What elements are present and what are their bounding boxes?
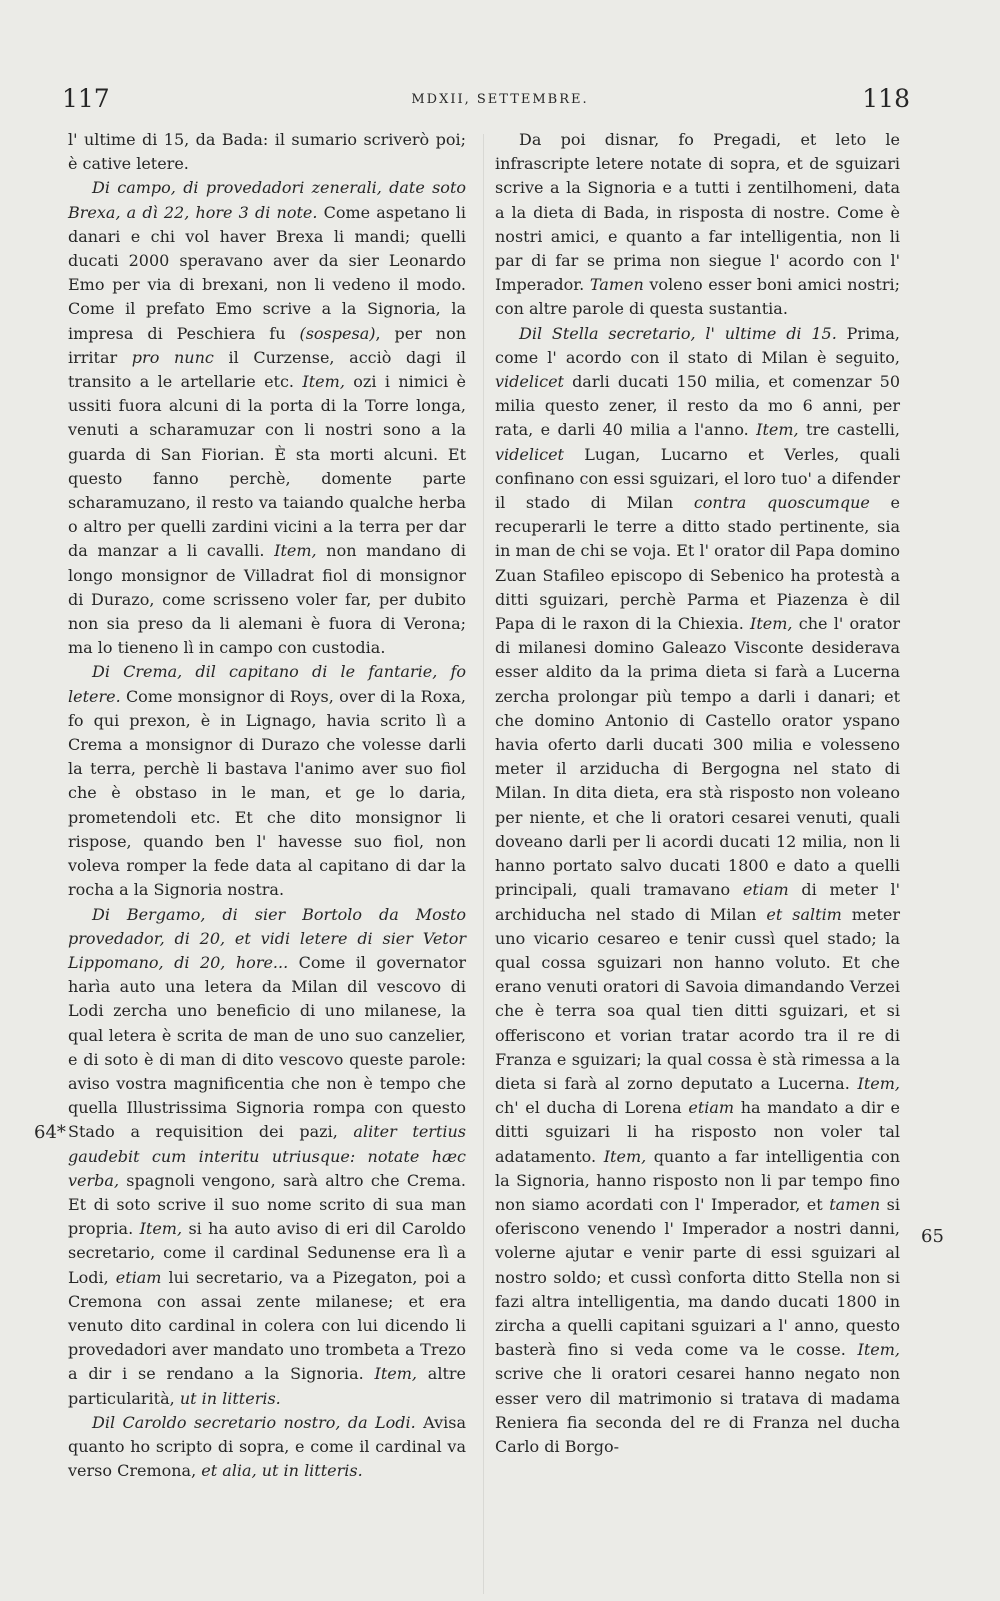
page-number-right: 118: [862, 84, 910, 113]
text-run: tre castelli,: [798, 420, 901, 440]
italic-text: ut in litteris.: [179, 1388, 281, 1408]
text-run: che l' orator di milanesi domino Galeazo Visconte desiderava esser aldito da la prima dieta si farà a Lucerna zercha prolongar più tempo a darli i danari; et che domino Antonio di Castello orator yspano havia oferto darli ducati 300 milia e volesseno meter il arziducha di Bergogna nel stato di Milan. In dita dieta, era stà risposto non voleano per niente, et che li oratori cesarei venuti, quali doveano darli per li acordi ducati 12 milia, non li hanno portato salvo ducati 1800 e dato a quelli principali, quali tramavano: [495, 614, 900, 900]
text-run: e recuperarli le terre a ditto stado pertinente, sia in man de chi se voja. Et l' orator dil Papa domino Zuan Stafileo episcopo di Sebenico ha protestà a ditti sguizari, perchè Parma et Piazenza è dil Papa di le raxon di la Chiexia.: [495, 493, 901, 634]
text-run: l' ultime di 15, da Bada: il sumario scriverò poi; è cative letere.: [68, 130, 466, 174]
text-run: Come aspetano li danari e chi vol haver Brexa li mandi; quelli ducati 2000 speravano aver da sier Leonardo Emo per via di brexani, non li vedeno il modo. Come il prefato Emo scrive a la Signoria, la impresa di Peschiera fu: [68, 202, 467, 343]
text-run: scrive che li oratori cesarei hanno negato non esser vero dil matrimonio si tratava di madama Reniera fia seconda del re di Franza nel ducha Carlo di Borgo-: [495, 1364, 900, 1456]
text-run: Come monsignor di Roys, over di la Roxa, fo qui prexon, è in Lignago, havia scrito lì a Crema a monsignor di Durazo che volesse darli la terra, perchè li bastava l'animo aver suo fiol che è obstaso in le man, et ge lo daria, prometendoli etc. Et che dito monsignor li rispose, quando ben l' havesse suo fiol, non voleva romper la fede data al capitano di dar la rocha a la Signoria nostra.: [68, 686, 466, 900]
italic-text: Dil Caroldo secretario nostro, da Lodi.: [92, 1412, 416, 1432]
text-run: Come il governator harìa auto una letera da Milan dil vescovo di Lodi zercha uno beneficio di uno milanese, la qual letera è scrita de man de uno suo canzelier, e di soto è di man di dito vescovo queste parole: aviso vostra magnificentia che non è tempo che quella Illustrissima Signoria rompa con questo Stado a requisition dei pazi,: [68, 952, 466, 1142]
page-number-left: 117: [62, 84, 110, 113]
italic-text: Item,: [374, 1364, 418, 1384]
text-run: si ha auto aviso di eri dil Caroldo secretario, come il cardinal Sedunense era lì a Lodi,: [68, 1219, 466, 1287]
text-run: voleno esser boni amici nostri; con altre parole di questa sustantia.: [495, 275, 900, 319]
text-run: non mandano di longo monsignor de Villadrat fiol di monsignor di Durazo, come scrisseno voler far, per dubito non sia preso da li alemani è fuora di Verona; ma lo tieneno lì in campo con custodia.: [68, 541, 466, 658]
text-run: Prima, come l' acordo con il stato di Milan è seguito,: [495, 323, 900, 367]
left-column-paragraph: [68, 903, 466, 1411]
text-run: Lugan, Lucarno et Verles, quali confinano con essi sguizari, el loro tuo' a difender il stado di Milan: [495, 444, 900, 513]
italic-text: etiam: [115, 1267, 162, 1287]
italic-text: Di campo, di provedadori zenerali, date soto Brexa, a dì 22, hore 3 di note.: [68, 178, 466, 222]
text-run: spagnoli vengono, sarà altro che Crema. Et di soto scrive il suo nome scrito di sua man propria.: [68, 1170, 466, 1239]
italic-text: Di Bergamo, di sier Bortolo da Mosto provedador, di 20, et vidi letere di sier Vetor Lippomano, di 20, hore...: [68, 904, 466, 972]
text-run: lui secretario, va a Pizegaton, poi a Cremona con assai zente milanese; et era venuto dito cardinal in colera con lui dicendo li provedadori aver mandato uno trombeta a Trezo a dir i se rendano a la Signoria.: [68, 1267, 467, 1384]
text-run: meter uno vicario cesareo e tenir cussì quel stado; la qual cossa sguizari non hanno voluto. Et che erano venuti oratori di Savoia dimandando Verzei che è terra soa qual tien ditti sguizari, et si offeriscono et vorian tratar acordo tra il re di Franza e sguizari; la qual cossa è stà rimessa a la dieta si farà al zorno deputato a Lucerna.: [495, 904, 900, 1093]
italic-text: et alia, ut in litteris.: [201, 1461, 363, 1481]
right-column-paragraph: [495, 322, 900, 1460]
italic-text: Item,: [857, 1340, 900, 1360]
text-run: ozi i nimici è ussiti fuora alcuni di la porta di la Torre longa, venuti a scharamuzar con li nostri sono a la guarda di San Fiorian. È sta morti alcuni. Et questo fanno perchè, domente parte scharamuzano, il resto va taiando qualche herba o altro per quelli zardini vicini a la terra per dar da manzar a li cavalli.: [68, 372, 467, 561]
italic-text: videlicet: [495, 372, 564, 392]
text-run: altre particularità,: [68, 1364, 466, 1408]
text-run: Da poi disnar, fo Pregadi, et leto le infrascripte letere notate di sopra, et de sguizari scrive a la Signoria e a tutti i zentilhomeni, data a la dieta di Bada, in risposta di nostre. Come è nostri amici, e quanto a far intelligentia, non li par di far se prima non siegue l' acordo con l' Imperador.: [495, 130, 900, 295]
text-run: darli ducati 150 milia, et comenzar 50 milia questo zener, il resto da mo 6 anni, per rata, e darli 40 milia a l'anno.: [495, 372, 900, 440]
text-run: si oferiscono venendo l' Imperador a nostri danni, volerne ajutar e venir parte di essi sguizari al nostro soldo; et cussì conforta ditto Stella non si fazi altra intelligentia, ma dando ducati 1800 in zircha a quelli capitani sguizari a l' anno, questo basterà fino si veda come va le cosse.: [495, 1194, 900, 1360]
italic-text: Item,: [139, 1219, 183, 1239]
italic-text: Tamen: [589, 275, 644, 295]
text-run: ch' el ducha di Lorena: [495, 1098, 689, 1118]
text-run: il Curzense, acciò dagi il transito a le artellarie etc.: [68, 347, 467, 392]
right-column: [495, 128, 900, 1459]
italic-text: Item,: [603, 1146, 647, 1166]
italic-text: aliter tertius gaudebit cum interitu utriusque: notate hæc verba,: [68, 1122, 466, 1190]
italic-text: Dil Stella secretario, l' ultime di 15.: [519, 323, 837, 343]
italic-text: Item,: [750, 614, 793, 634]
italic-text: Item,: [756, 420, 799, 440]
text-run: di meter l' archiducha nel stado di Milan: [495, 880, 900, 924]
text-run: quanto a far intelligentia con la Signoria, hanno risposto non li par tempo fino non siamo acordati con l' Imperador, et: [495, 1146, 901, 1214]
text-run: Avisa quanto ho scripto di sopra, e come il cardinal va verso Cremona,: [68, 1412, 466, 1481]
italic-text: Item,: [302, 372, 345, 392]
italic-text: Item,: [857, 1073, 900, 1093]
column-divider: [483, 134, 484, 1594]
italic-text: Di Crema, dil capitano di le fantarie, fo letere.: [68, 662, 466, 706]
margin-folio-left: 64*: [34, 1122, 66, 1143]
italic-text: etiam: [742, 880, 789, 900]
left-column-paragraph: [68, 128, 466, 176]
text-run: ha mandato a dir e ditti sguizari li ha risposto non voler tal adatamento.: [495, 1098, 900, 1166]
left-column-paragraph: [68, 660, 466, 902]
italic-text: videlicet: [495, 444, 564, 464]
running-title: MDXII, SETTEMBRE.: [411, 92, 589, 107]
italic-text: tamen: [829, 1194, 881, 1214]
italic-text: et saltim: [766, 904, 842, 924]
left-column-paragraph: [68, 1411, 466, 1484]
italic-text: contra quoscumque: [693, 493, 870, 513]
left-column: [68, 128, 466, 1483]
right-column-paragraph: [495, 128, 900, 322]
italic-text: etiam: [688, 1098, 735, 1118]
italic-text: Item,: [274, 541, 317, 561]
text-run: , per non irritar: [68, 323, 467, 367]
italic-text: (sospesa): [299, 323, 376, 343]
margin-folio-right: 65: [921, 1226, 944, 1247]
left-column-paragraph: [68, 176, 466, 660]
italic-text: pro nunc: [131, 347, 214, 367]
